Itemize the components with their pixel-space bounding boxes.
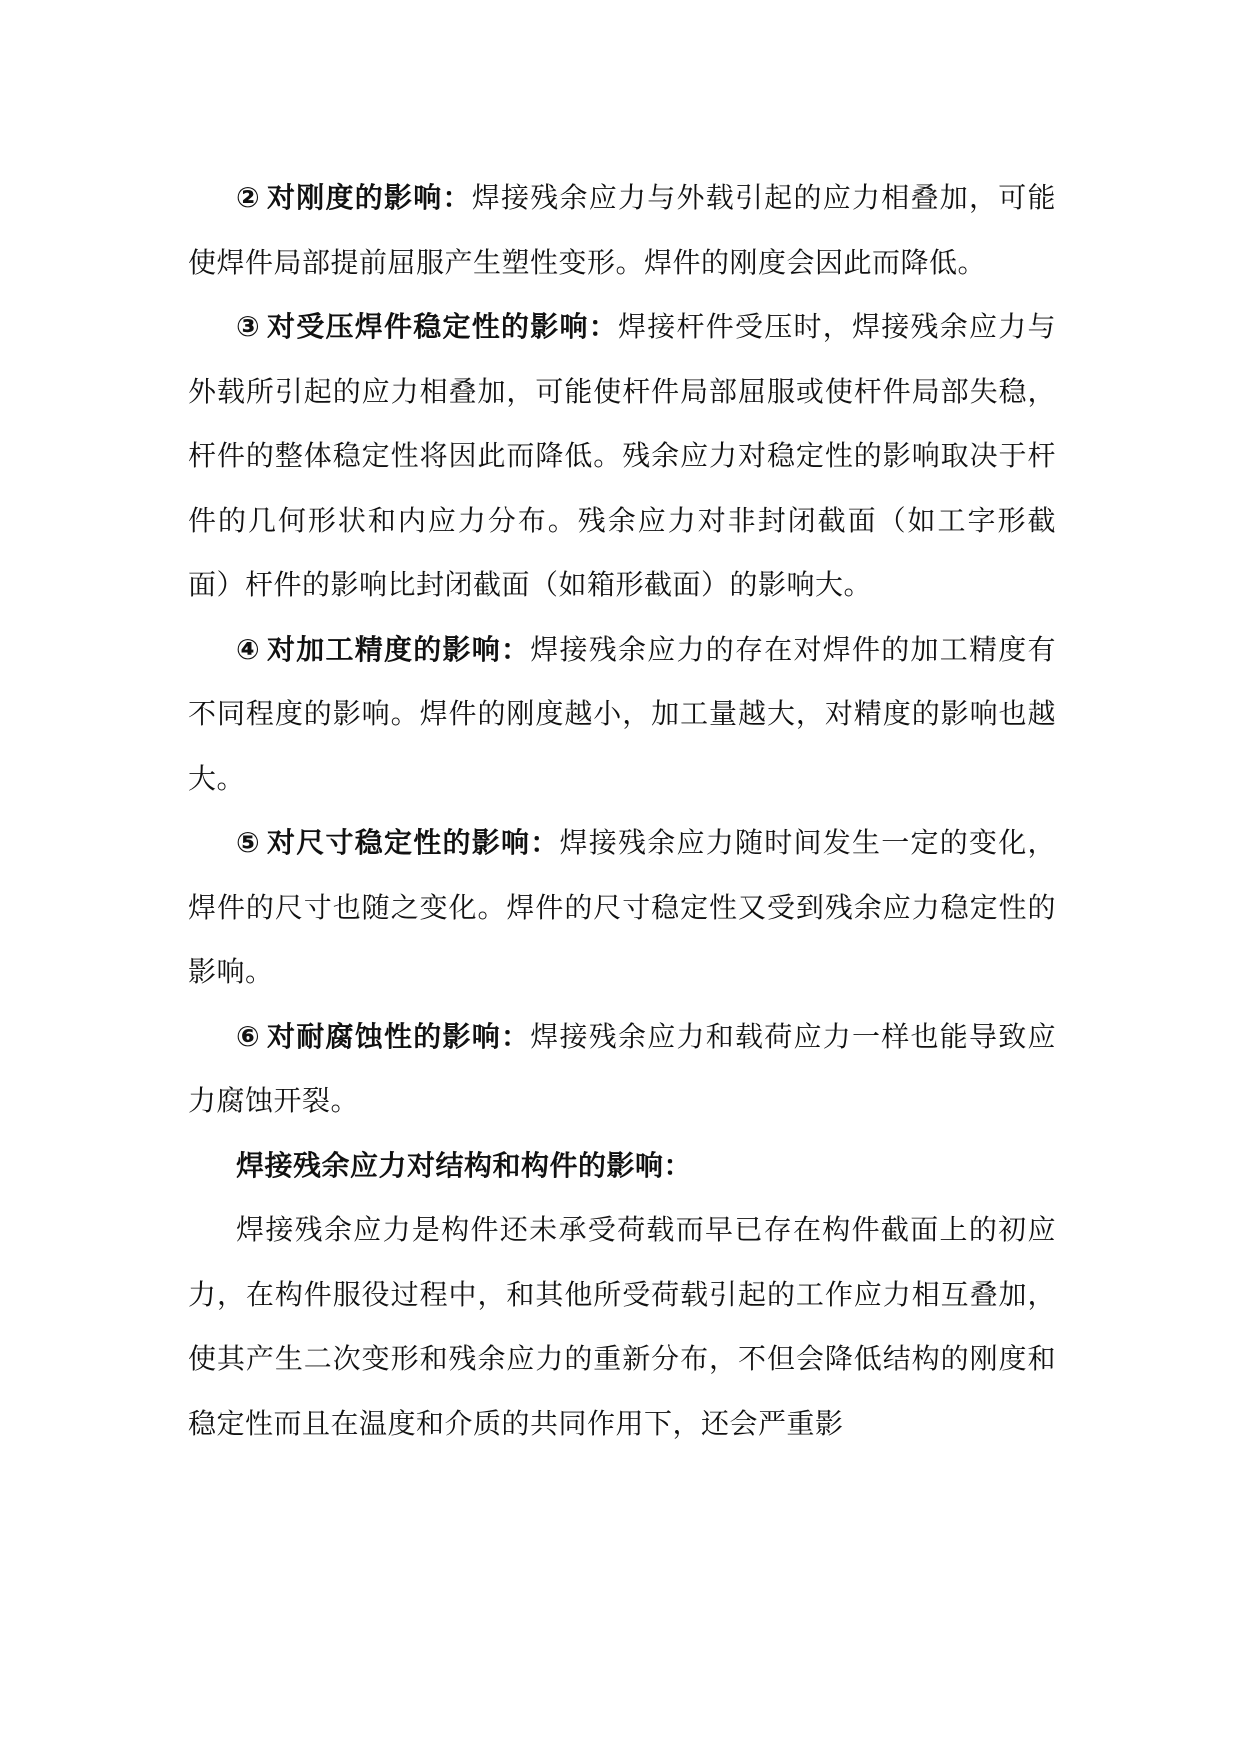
item-title: 对刚度的影响：	[266, 181, 472, 214]
item-text: 焊接残余应力的存在对焊件的加工精度有不同程度的影响。焊件的刚度越小，加工量越大，对精度的影响也越大。	[188, 632, 1056, 795]
item-text: 焊接杆件受压时，焊接残余应力与外载所引起的应力相叠加，可能使杆件局部屈服或使杆件局部失稳，杆件的整体稳定性将因此而降低。残余应力对稳定性的影响取决于杆件的几何形状和内应力分布。残余应力对非封闭截面（如工字形截面）杆件的影响比封闭截面（如箱形截面）的影响大。	[188, 310, 1056, 601]
paragraph-dimensional-stability	[188, 811, 1056, 1005]
item-number: ⑥	[236, 1019, 261, 1053]
document-body	[188, 166, 1056, 1456]
paragraph-machining-accuracy	[188, 618, 1056, 812]
item-number: ⑤	[236, 826, 261, 859]
item-title: 对加工精度的影响：	[266, 632, 531, 666]
item-number: ②	[236, 181, 261, 214]
item-text: 焊接残余应力和载荷应力一样也能导致应力腐蚀开裂。	[188, 1019, 1056, 1117]
item-number: ③	[236, 310, 261, 343]
item-text: 焊接残余应力随时间发生一定的变化，焊件的尺寸也随之变化。焊件的尺寸稳定性又受到残余应力稳定性的影响。	[188, 826, 1056, 988]
paragraph-corrosion-resistance	[188, 1005, 1056, 1134]
item-text: 焊接残余应力与外载引起的应力相叠加，可能使焊件局部提前屈服产生塑性变形。焊件的刚度会因此而降低。	[188, 181, 1056, 279]
section-heading: 焊接残余应力对结构和构件的影响：	[236, 1148, 693, 1182]
paragraph-compression-stability	[188, 295, 1056, 618]
section-paragraph: 焊接残余应力是构件还未承受荷载而早已存在构件截面上的初应力，在构件服役过程中，和其他所受荷载引起的工作应力相互叠加，使其产生二次变形和残余应力的重新分布，不但会降低结构的刚度和稳定性而且在温度和介质的共同作用下，还会严重影	[188, 1213, 1056, 1440]
item-number: ④	[236, 632, 261, 666]
paragraph-stiffness	[188, 166, 1056, 295]
item-title: 对耐腐蚀性的影响：	[266, 1019, 531, 1053]
item-title: 对尺寸稳定性的影响：	[266, 826, 560, 859]
item-title: 对受压焊件稳定性的影响：	[266, 310, 618, 343]
